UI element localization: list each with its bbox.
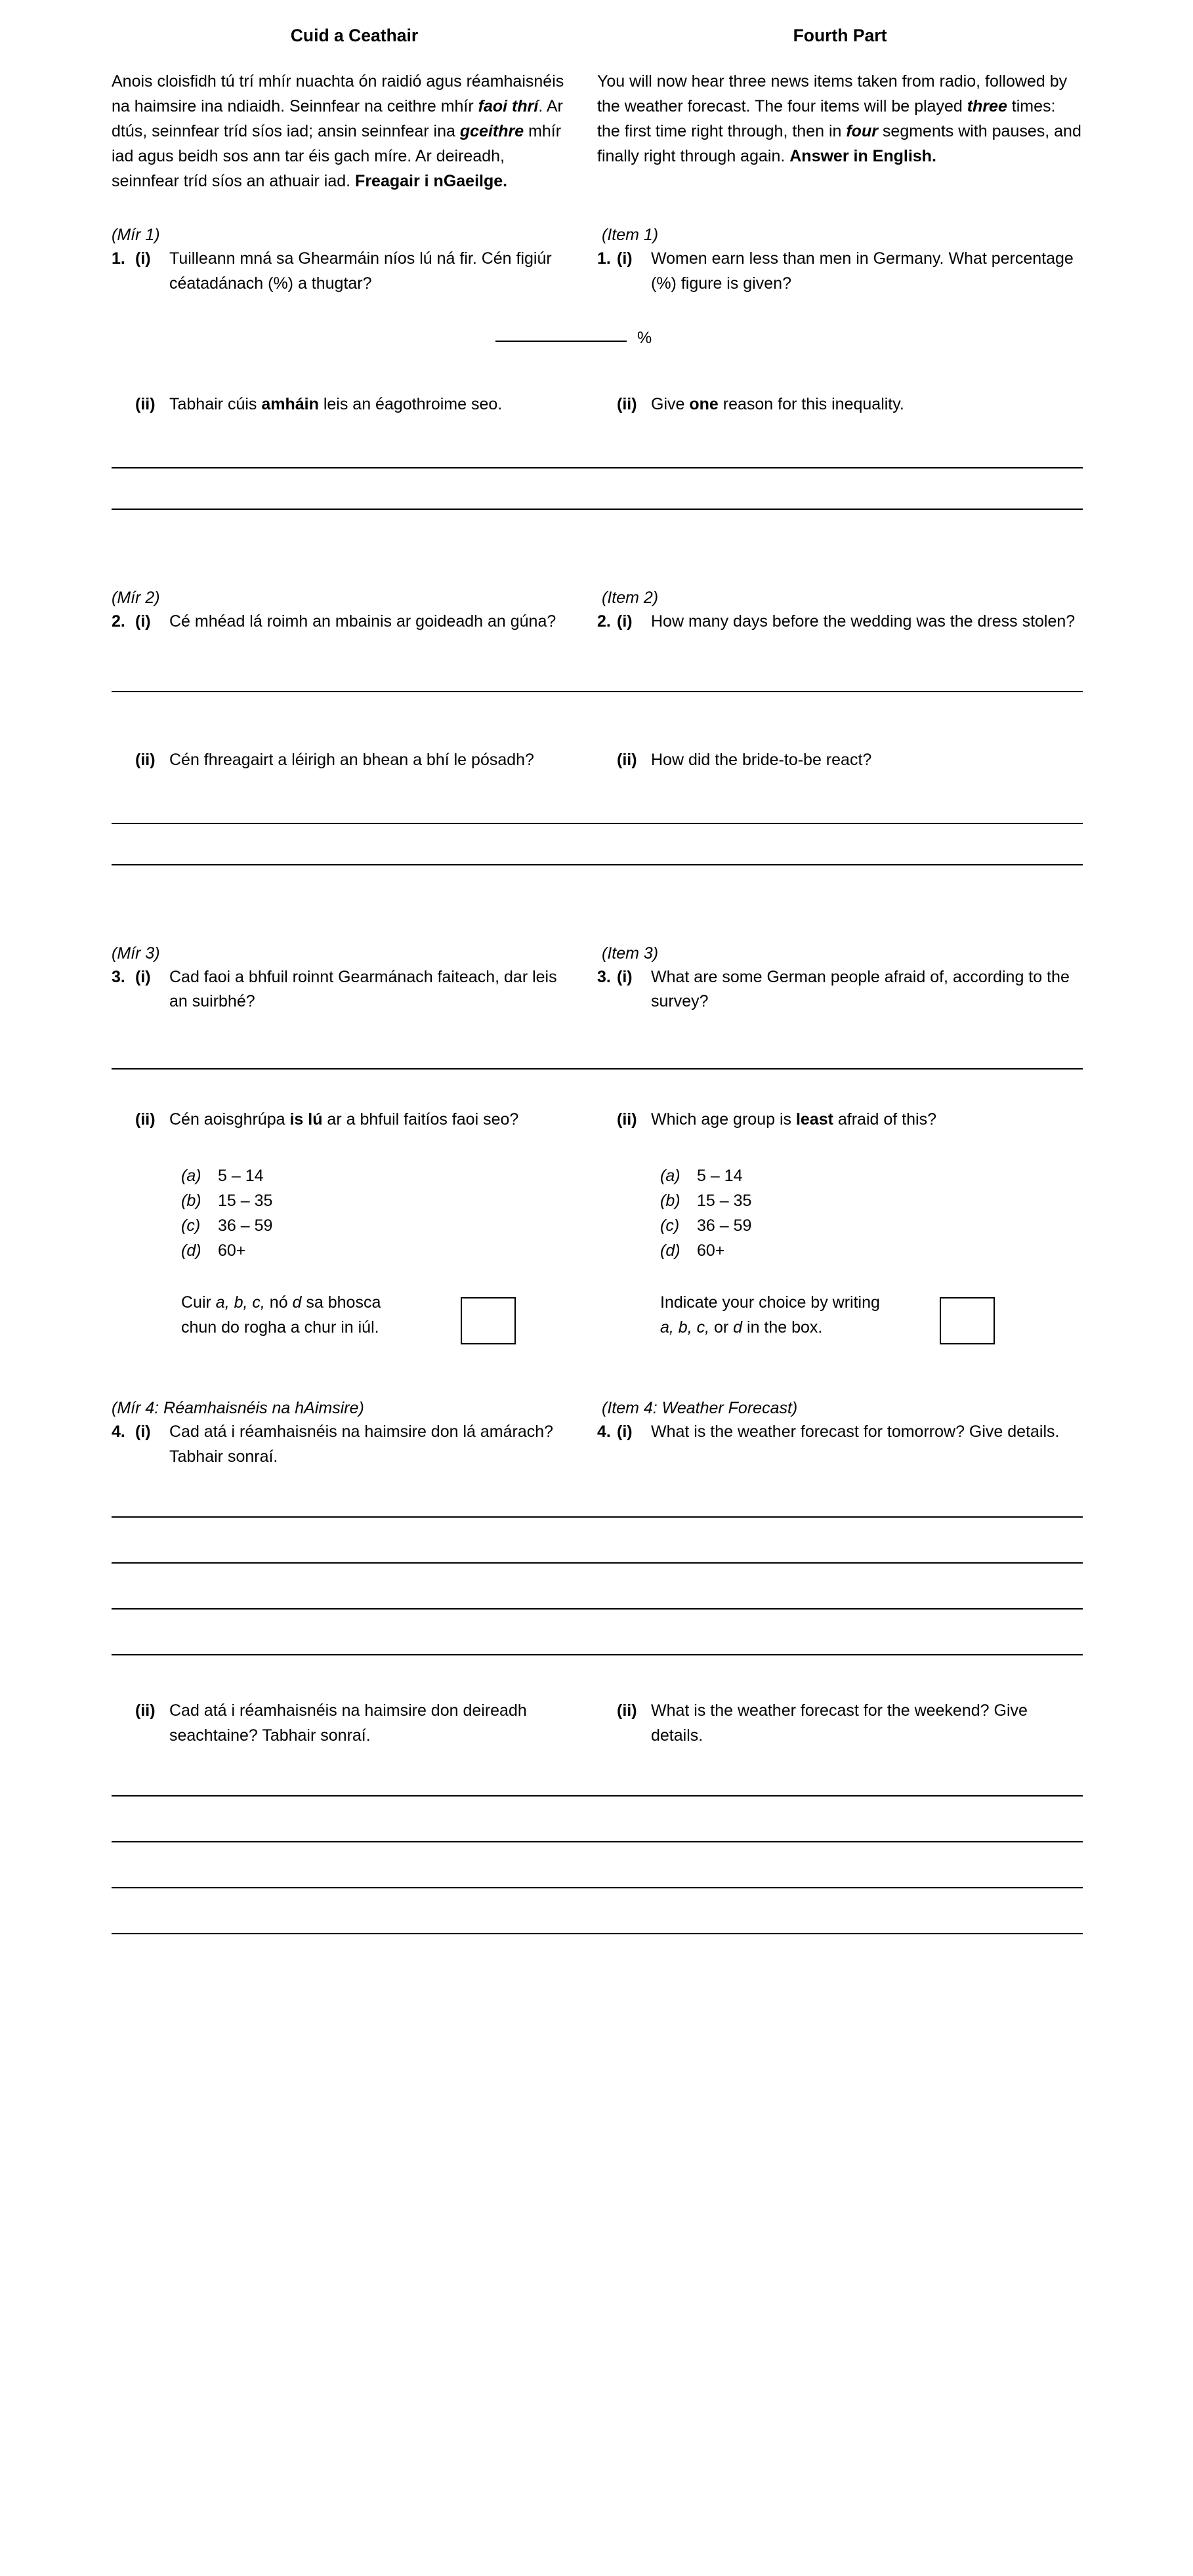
question-2-roman-ii-irish: (ii): [135, 751, 156, 770]
question-4-i-text-irish: Cad atá i réamhaisnéis na haimsire don lá amárach? Tabhair sonraí.: [169, 1423, 554, 1466]
item-label-english-2: (Item 2): [602, 588, 659, 607]
question-number-4-irish: 4.: [112, 1423, 125, 1442]
mc-letter: (a): [660, 1167, 680, 1186]
question-3-roman-ii-english: (ii): [617, 1110, 637, 1129]
q1ii-irish-post: leis an éagothroime seo.: [318, 395, 503, 414]
mc-option-english-b[interactable]: [660, 1188, 1083, 1213]
percent-symbol: %: [637, 329, 652, 348]
part-titles: [112, 25, 1083, 47]
question-3-ii-english: [597, 1108, 1083, 1132]
q1ii-irish-pre: Tabhair cúis: [169, 395, 262, 414]
question-4-roman-i-english: (i): [617, 1423, 633, 1442]
q3ii-irish-pre: Cén aoisghrúpa: [169, 1110, 290, 1129]
mc-value: 36 – 59: [218, 1216, 273, 1236]
question-number-3-irish: 3.: [112, 967, 125, 986]
answer-box-irish[interactable]: [461, 1297, 516, 1344]
question-4-i-text-english: What is the weather forecast for tomorrow? Give details.: [651, 1423, 1060, 1442]
q1ii-english-pre: Give: [651, 395, 690, 414]
answer-box-english[interactable]: [940, 1297, 995, 1344]
mc-value: 5 – 14: [697, 1167, 743, 1186]
intro-english-instruction: Answer in English.: [789, 147, 936, 166]
question-2-part-i: [112, 610, 1083, 634]
multiple-choice-row-b: [112, 1188, 1083, 1213]
intro-irish-em1: faoi thrí: [478, 97, 539, 116]
question-3-i-text-irish: Cad faoi a bhfuil roinnt Gearmánach faiteach, dar leis an suirbhé?: [169, 967, 557, 1011]
item-label-english-4: (Item 4: Weather Forecast): [602, 1399, 798, 1418]
question-number-1-english: 1.: [597, 249, 611, 268]
intro-irish-em2: gceithre: [459, 122, 524, 141]
question-1-i-irish: [112, 247, 597, 296]
q1ii-english-post: reason for this inequality.: [718, 395, 904, 414]
item-label-row-3: [112, 942, 1083, 965]
question-4-roman-ii-english: (ii): [617, 1701, 637, 1720]
q3ii-irish-bold: is lú: [289, 1110, 323, 1129]
question-2-i-text-irish: Cé mhéad lá roimh an mbainis ar goideadh an gúna?: [169, 612, 556, 631]
question-1-ii-text-english: [651, 392, 1076, 417]
mc-instr-ga-mid: nó: [264, 1293, 293, 1312]
q1ii-english-bold: one: [689, 395, 719, 414]
question-2-roman-ii-english: (ii): [617, 751, 637, 770]
intro-english-em2: four: [846, 122, 878, 141]
item-label-row-4: [112, 1397, 1083, 1420]
mc-instr-ga-em2: d: [292, 1293, 302, 1312]
question-2-ii-text-irish: Cén fhreagairt a léirigh an bhean a bhí le pósadh?: [169, 751, 534, 770]
question-4-part-i: [112, 1420, 1083, 1469]
choice-instruction-text-irish: [181, 1291, 444, 1340]
mc-value: 60+: [218, 1241, 246, 1260]
question-3-i-english: [597, 965, 1083, 1014]
mc-value: 5 – 14: [218, 1167, 264, 1186]
q1ii-irish-bold: amháin: [261, 395, 319, 414]
question-3-part-ii: [112, 1108, 1083, 1132]
intro-irish-seg2: . Ar dtús, seinnfear tríd síos iad; ansin seinnfear ina: [112, 97, 563, 141]
question-1-ii-english: [597, 392, 1083, 417]
question-4-i-english: [597, 1420, 1083, 1469]
question-number-4-english: 4.: [597, 1423, 611, 1442]
question-number-3-english: 3.: [597, 967, 611, 986]
question-1-i-text-irish: Tuilleann mná sa Ghearmáin níos lú ná fir. Cén figiúr céatadánach (%) a thugtar?: [169, 249, 552, 293]
item-label-row-2: [112, 587, 1083, 610]
item-label-english-1: (Item 1): [602, 226, 659, 245]
question-4-roman-i-irish: (i): [135, 1423, 151, 1442]
question-2-ii-english: [597, 748, 1083, 773]
question-1-roman-i-english: (i): [617, 249, 633, 268]
question-4-roman-ii-irish: (ii): [135, 1701, 156, 1720]
question-number-1-irish: 1.: [112, 249, 125, 268]
question-2-roman-i-irish: (i): [135, 612, 151, 631]
item-label-irish-3: (Mír 3): [112, 944, 160, 963]
mc-letter: (c): [660, 1216, 680, 1236]
choice-instruction-row: [112, 1291, 1083, 1344]
choice-instruction-english: [597, 1291, 1083, 1344]
question-4-ii-irish: [112, 1699, 597, 1748]
question-2-ii-irish: [112, 748, 597, 773]
intro-irish-instruction: Freagair i nGaeilge.: [355, 172, 508, 191]
percent-answer-row: [112, 330, 1083, 346]
question-1-roman-ii-english: (ii): [617, 395, 637, 414]
question-4-ii-text-irish: Cad atá i réamhaisnéis na haimsire don deireadh seachtaine? Tabhair sonraí.: [169, 1701, 527, 1745]
item-label-irish-1: (Mír 1): [112, 226, 160, 245]
mc-instr-ga-pre: Cuir: [181, 1293, 216, 1312]
q3ii-english-pre: Which age group is: [651, 1110, 796, 1129]
mc-option-english-d[interactable]: [660, 1238, 1083, 1263]
question-1-i-english: [597, 247, 1083, 296]
mc-option-english-a[interactable]: [660, 1163, 1083, 1188]
intro-irish-seg1: Anois cloisfidh tú trí mhír nuachta ón raidió agus réamhaisnéis na haimsire ina ndiaidh. Seinnfear na ceithre mhír: [112, 72, 564, 116]
item-label-irish-2: (Mír 2): [112, 588, 160, 607]
page-content: [112, 0, 1083, 1934]
question-4-i-irish: [112, 1420, 597, 1469]
choice-instruction-text-english: [660, 1291, 923, 1340]
intro-irish-seg3: mhír iad agus beidh sos ann tar éis gach míre. Ar deireadh, seinnfear tríd síos an athuair iad.: [112, 122, 562, 191]
mc-value: 60+: [697, 1241, 725, 1260]
question-3-ii-text-english: [651, 1108, 1076, 1132]
mc-value: 15 – 35: [218, 1192, 273, 1211]
mc-option-english-c[interactable]: [660, 1213, 1083, 1238]
mc-option-irish-c[interactable]: [181, 1213, 597, 1238]
question-2-i-text-english: How many days before the wedding was the dress stolen?: [651, 612, 1076, 631]
multiple-choice-row-d: [112, 1238, 1083, 1263]
multiple-choice-row-c: [112, 1213, 1083, 1238]
question-4-ii-english: [597, 1699, 1083, 1748]
mc-option-irish-b[interactable]: [181, 1188, 597, 1213]
question-2-ii-text-english: How did the bride-to-be react?: [651, 751, 872, 770]
question-4-part-ii: [112, 1699, 1083, 1748]
question-3-ii-text-irish: [169, 1108, 575, 1132]
intro-english-seg3: segments with pauses, and finally right through again.: [597, 122, 1081, 166]
mc-instr-ga-line2: chun do rogha a chur in iúl.: [181, 1318, 379, 1337]
mc-letter: (a): [181, 1167, 201, 1186]
intro-english-text: [597, 69, 1083, 169]
mc-instr-en-em1: a, b, c,: [660, 1318, 710, 1337]
question-1-ii-text-irish: [169, 392, 575, 417]
question-3-i-text-english: What are some German people afraid of, according to the survey?: [651, 967, 1070, 1011]
multiple-choice-row-a: [112, 1163, 1083, 1188]
q3ii-english-post: afraid of this?: [833, 1110, 936, 1129]
question-1-i-text-english: Women earn less than men in Germany. What percentage (%) figure is given?: [651, 249, 1074, 293]
question-number-2-english: 2.: [597, 612, 611, 631]
mc-instr-en-line2: [660, 1316, 923, 1340]
question-3-roman-i-irish: (i): [135, 967, 151, 986]
intro-english-column: [597, 69, 1083, 194]
question-1-roman-ii-irish: (ii): [135, 395, 156, 414]
mc-instr-en-em2: d: [733, 1318, 743, 1337]
mc-instr-ga-em1: a, b, c,: [215, 1293, 265, 1312]
mc-letter: (d): [181, 1241, 201, 1260]
mc-letter: (b): [181, 1192, 201, 1211]
mc-letter: (c): [181, 1216, 201, 1236]
mc-instr-en-post: in the box.: [742, 1318, 823, 1337]
intro-paragraphs: [112, 69, 1083, 194]
question-4-ii-text-english: What is the weather forecast for the weekend? Give details.: [651, 1701, 1028, 1745]
question-1-part-i: [112, 247, 1083, 296]
question-2-i-english: [597, 610, 1083, 634]
item-label-english-3: (Item 3): [602, 944, 659, 963]
page-title-english: Fourth Part: [793, 26, 887, 45]
question-3-ii-irish: [112, 1108, 597, 1132]
mc-letter: (b): [660, 1192, 680, 1211]
mc-instr-en-mid: or: [709, 1318, 734, 1337]
question-3-roman-i-english: (i): [617, 967, 633, 986]
answer-line[interactable]: [112, 1933, 1083, 1934]
page-title-irish: Cuid a Ceathair: [290, 26, 419, 45]
question-2-roman-i-english: (i): [617, 612, 633, 631]
question-2-i-irish: [112, 610, 597, 634]
question-3-roman-ii-irish: (ii): [135, 1110, 156, 1129]
mc-instr-ga-post: sa bhosca: [301, 1293, 381, 1312]
q3ii-irish-post: ar a bhfuil faitíos faoi seo?: [322, 1110, 519, 1129]
intro-english-seg1: You will now hear three news items taken from radio, followed by the weather forecast. The four items will be played: [597, 72, 1068, 116]
question-3-i-irish: [112, 965, 597, 1014]
mc-option-irish-d[interactable]: [181, 1238, 597, 1263]
percent-answer-line[interactable]: [495, 341, 627, 342]
question-number-2-irish: 2.: [112, 612, 125, 631]
question-1-roman-i-irish: (i): [135, 249, 151, 268]
question-1-ii-irish: [112, 392, 597, 417]
intro-irish-column: [112, 69, 597, 194]
intro-english-em1: three: [967, 97, 1007, 116]
question-1-part-ii: [112, 392, 1083, 417]
mc-value: 36 – 59: [697, 1216, 752, 1236]
item-label-row-1: [112, 224, 1083, 247]
mc-value: 15 – 35: [697, 1192, 752, 1211]
intro-english-seg2: times: the first time right through, then in: [597, 97, 1056, 141]
intro-irish-text: [112, 69, 571, 194]
mc-option-irish-a[interactable]: [181, 1163, 597, 1188]
q3ii-english-bold: least: [795, 1110, 833, 1129]
item-label-irish-4: (Mír 4: Réamhaisnéis na hAimsire): [112, 1399, 364, 1418]
mc-letter: (d): [660, 1241, 680, 1260]
question-2-part-ii: [112, 748, 1083, 773]
mc-instr-en-line1: Indicate your choice by writing: [660, 1293, 880, 1312]
question-3-part-i: [112, 965, 1083, 1014]
choice-instruction-irish: [112, 1291, 597, 1344]
